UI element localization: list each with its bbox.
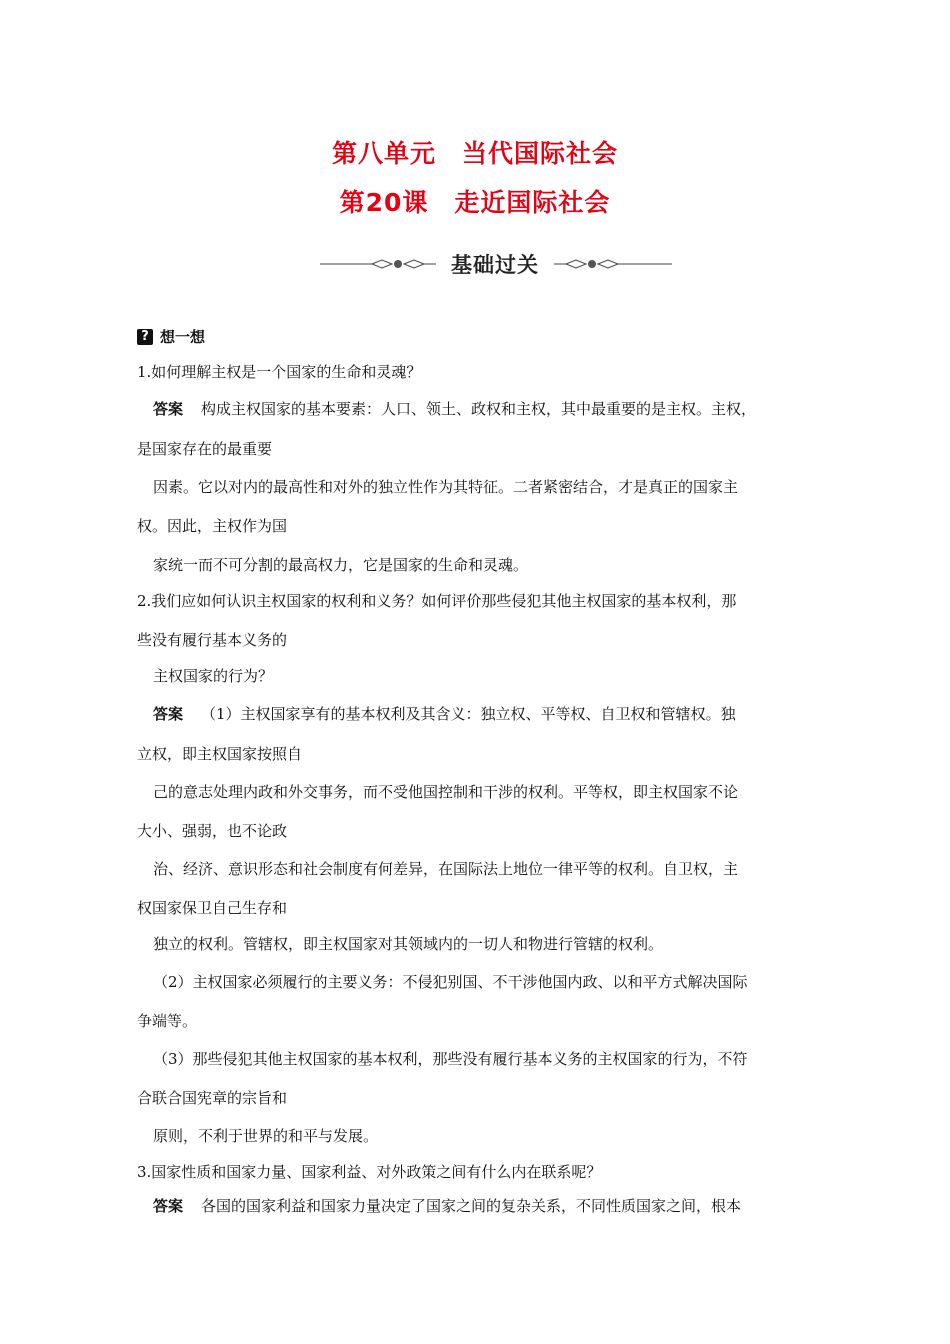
question-line: 主权国家的行为？ — [153, 667, 274, 685]
think-label: 想一想 — [160, 328, 206, 346]
answer-label: 答案 — [153, 400, 184, 418]
question-line: 1.如何理解主权是一个国家的生命和灵魂？ — [137, 363, 422, 381]
answer-line: 答案 （1）主权国家享有的基本权利及其含义：独立权、平等权、自卫权和管辖权。独 — [153, 705, 736, 723]
lesson-title: 第20课 走近国际社会 — [339, 188, 611, 217]
answer-line: 权。因此，主权作为国 — [137, 517, 288, 535]
answer-line: 家统一而不可分割的最高权力，它是国家的生命和灵魂。 — [153, 556, 529, 574]
answer-line: 立权，即主权国家按照自 — [137, 745, 303, 763]
question-line: 些没有履行基本义务的 — [137, 631, 288, 649]
answer-line: 争端等。 — [137, 1012, 198, 1030]
answer-line: 己的意志处理内政和外交事务，而不受他国控制和干涉的权利。平等权，即主权国家不论 — [153, 783, 739, 801]
question-line: 3.国家性质和国家力量、国家利益、对外政策之间有什么内在联系呢？ — [137, 1163, 602, 1181]
answer-line: 权国家保卫自己生存和 — [137, 899, 288, 917]
answer-line: 答案 构成主权国家的基本要素：人口、领土、政权和主权，其中最重要的是主权。主权， — [153, 400, 757, 418]
answer-line: （2）主权国家必须履行的主要义务：不侵犯别国、不干涉他国内政、以和平方式解决国际 — [153, 973, 748, 991]
unit-title: 第八单元 当代国际社会 — [331, 139, 618, 168]
question-icon: ? — [137, 329, 153, 345]
section-label: 基础过关 — [451, 253, 539, 277]
answer-label: 答案 — [153, 705, 184, 723]
question-line: 2.我们应如何认识主权国家的权利和义务？如何评价那些侵犯其他主权国家的基本权利，那 — [137, 592, 737, 610]
answer-line: 答案 各国的国家利益和国家力量决定了国家之间的复杂关系，不同性质国家之间，根本 — [153, 1197, 742, 1215]
think-heading — [137, 326, 205, 347]
answer-line: 治、经济、意识形态和社会制度有何差异，在国际法上地位一律平等的权利。自卫权，主 — [153, 860, 739, 878]
answer-line: （3）那些侵犯其他主权国家的基本权利，那些没有履行基本义务的主权国家的行为，不符 — [153, 1050, 748, 1068]
section-banner — [310, 248, 680, 278]
answer-line: 是国家存在的最重要 — [137, 440, 273, 458]
answer-line: 独立的权利。管辖权，即主权国家对其领域内的一切人和物进行管辖的权利。 — [153, 935, 664, 953]
answer-line: 原则，不利于世界的和平与发展。 — [153, 1127, 379, 1145]
answer-label: 答案 — [153, 1197, 184, 1215]
answer-line: 合联合国宪章的宗旨和 — [137, 1089, 288, 1107]
answer-line: 大小、强弱，也不论政 — [137, 822, 288, 840]
answer-line: 因素。它以对内的最高性和对外的独立性作为其特征。二者紧密结合，才是真正的国家主 — [153, 478, 739, 496]
